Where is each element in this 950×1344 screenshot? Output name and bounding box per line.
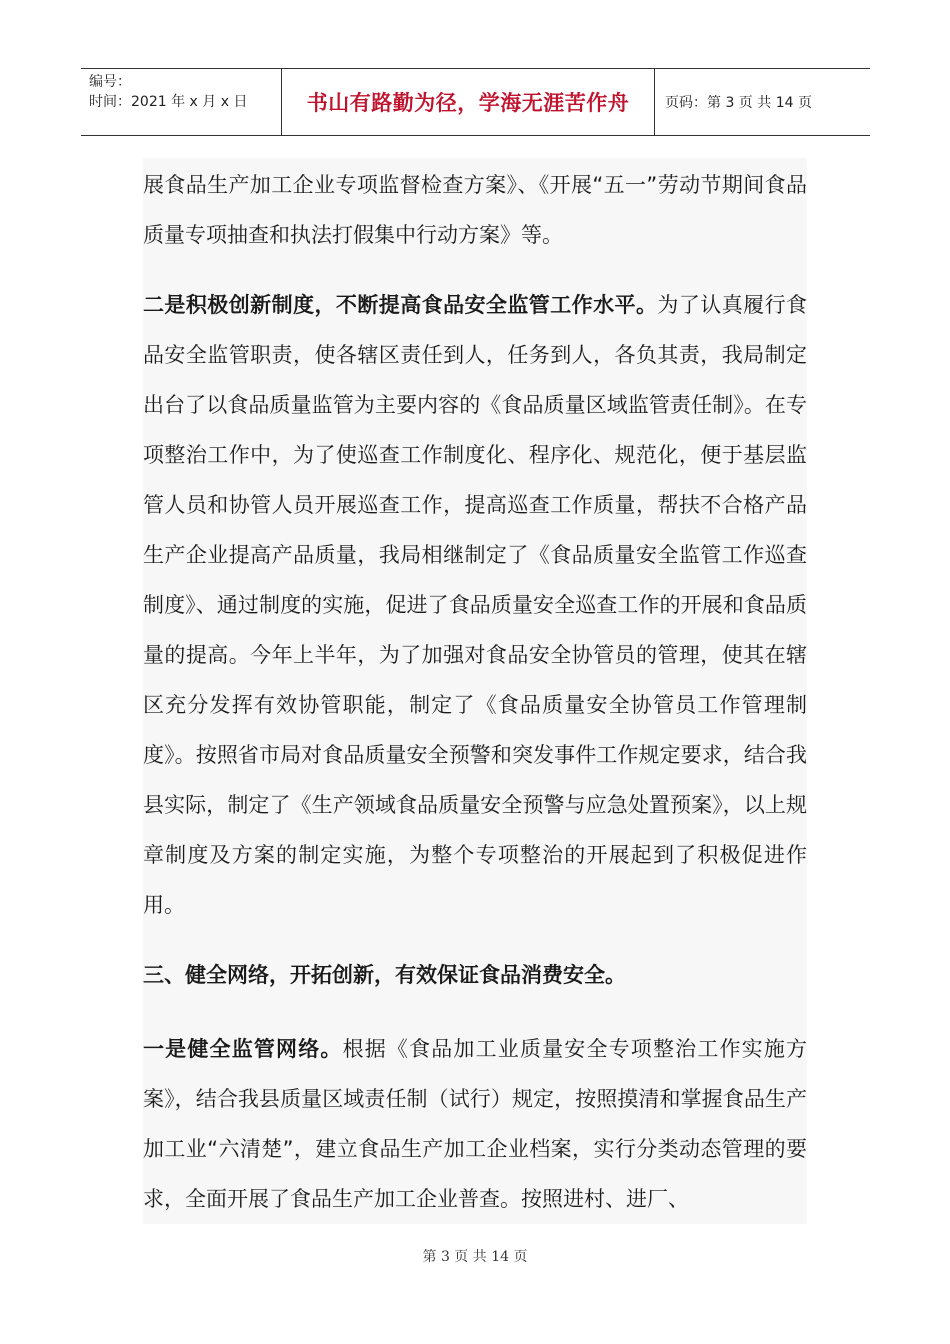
document-body	[143, 158, 807, 1224]
paragraph-4-lead: 一是健全监管网络。	[143, 1037, 343, 1061]
header-date-label: 时间：2021 年 x 月 x 日	[89, 94, 248, 110]
paragraph-1: 展食品生产加工企业专项监督检查方案》、《开展“五一”劳动节期间食品质量专项抽查和执法打假集中行动方案》等。	[143, 173, 807, 247]
paragraph-4	[143, 1024, 807, 1224]
paragraph-2	[143, 280, 807, 930]
header-motto: 书山有路勤为径，学海无涯苦作舟	[282, 69, 655, 135]
header-page-info: 页码：第 3 页 共 14 页	[665, 95, 812, 111]
page-footer: 第 3 页 共 14 页	[422, 1249, 528, 1265]
paragraph-2-lead: 二是积极创新制度，不断提高食品安全监管工作水平。	[143, 293, 658, 317]
header-number-label: 编号：	[89, 74, 131, 90]
document-header	[81, 68, 870, 136]
section-heading-3	[143, 950, 807, 1000]
section-heading-3-text: 三、健全网络，开拓创新，有效保证食品消费安全。	[143, 963, 626, 987]
header-meta	[81, 69, 282, 135]
paragraph-4-text: 根据《食品加工业质量安全专项整治工作实施方案》，结合我县质量区域责任制（试行）规定，按照摸清和掌握食品生产加工业“六清楚”，建立食品生产加工企业档案，实行分类动态管理的要求，全面开展了食品生产加工企业普查。按照进村、进厂、	[143, 1037, 808, 1211]
paragraph-2-text: 为了认真履行食品安全监管职责，使各辖区责任到人，任务到人，各负其责，我局制定出台了以食品质量监管为主要内容的《食品质量区域监管责任制》。在专项整治工作中，为了使巡查工作制度化、程序化、规范化，便于基层监管人员和协管人员开展巡查工作，提高巡查工作质量，帮扶不合格产品生产企业提高产品质量，我局相继制定了《食品质量安全监管工作巡查制度》、通过制度的实施，促进了食品质量安全巡查工作的开展和食品质量的提高。今年上半年，为了加强对食品安全协管员的管理，使其在辖区充分发挥有效协管职能，制定了《食品质量安全协管员工作管理制度》。按照省市局对食品质量安全预警和突发事件工作规定要求，结合我县实际，制定了《生产领域食品质量安全预警与应急处置预案》，以上规章制度及方案的制定实施，为整个专项整治的开展起到了积极促进作用。	[143, 293, 808, 917]
